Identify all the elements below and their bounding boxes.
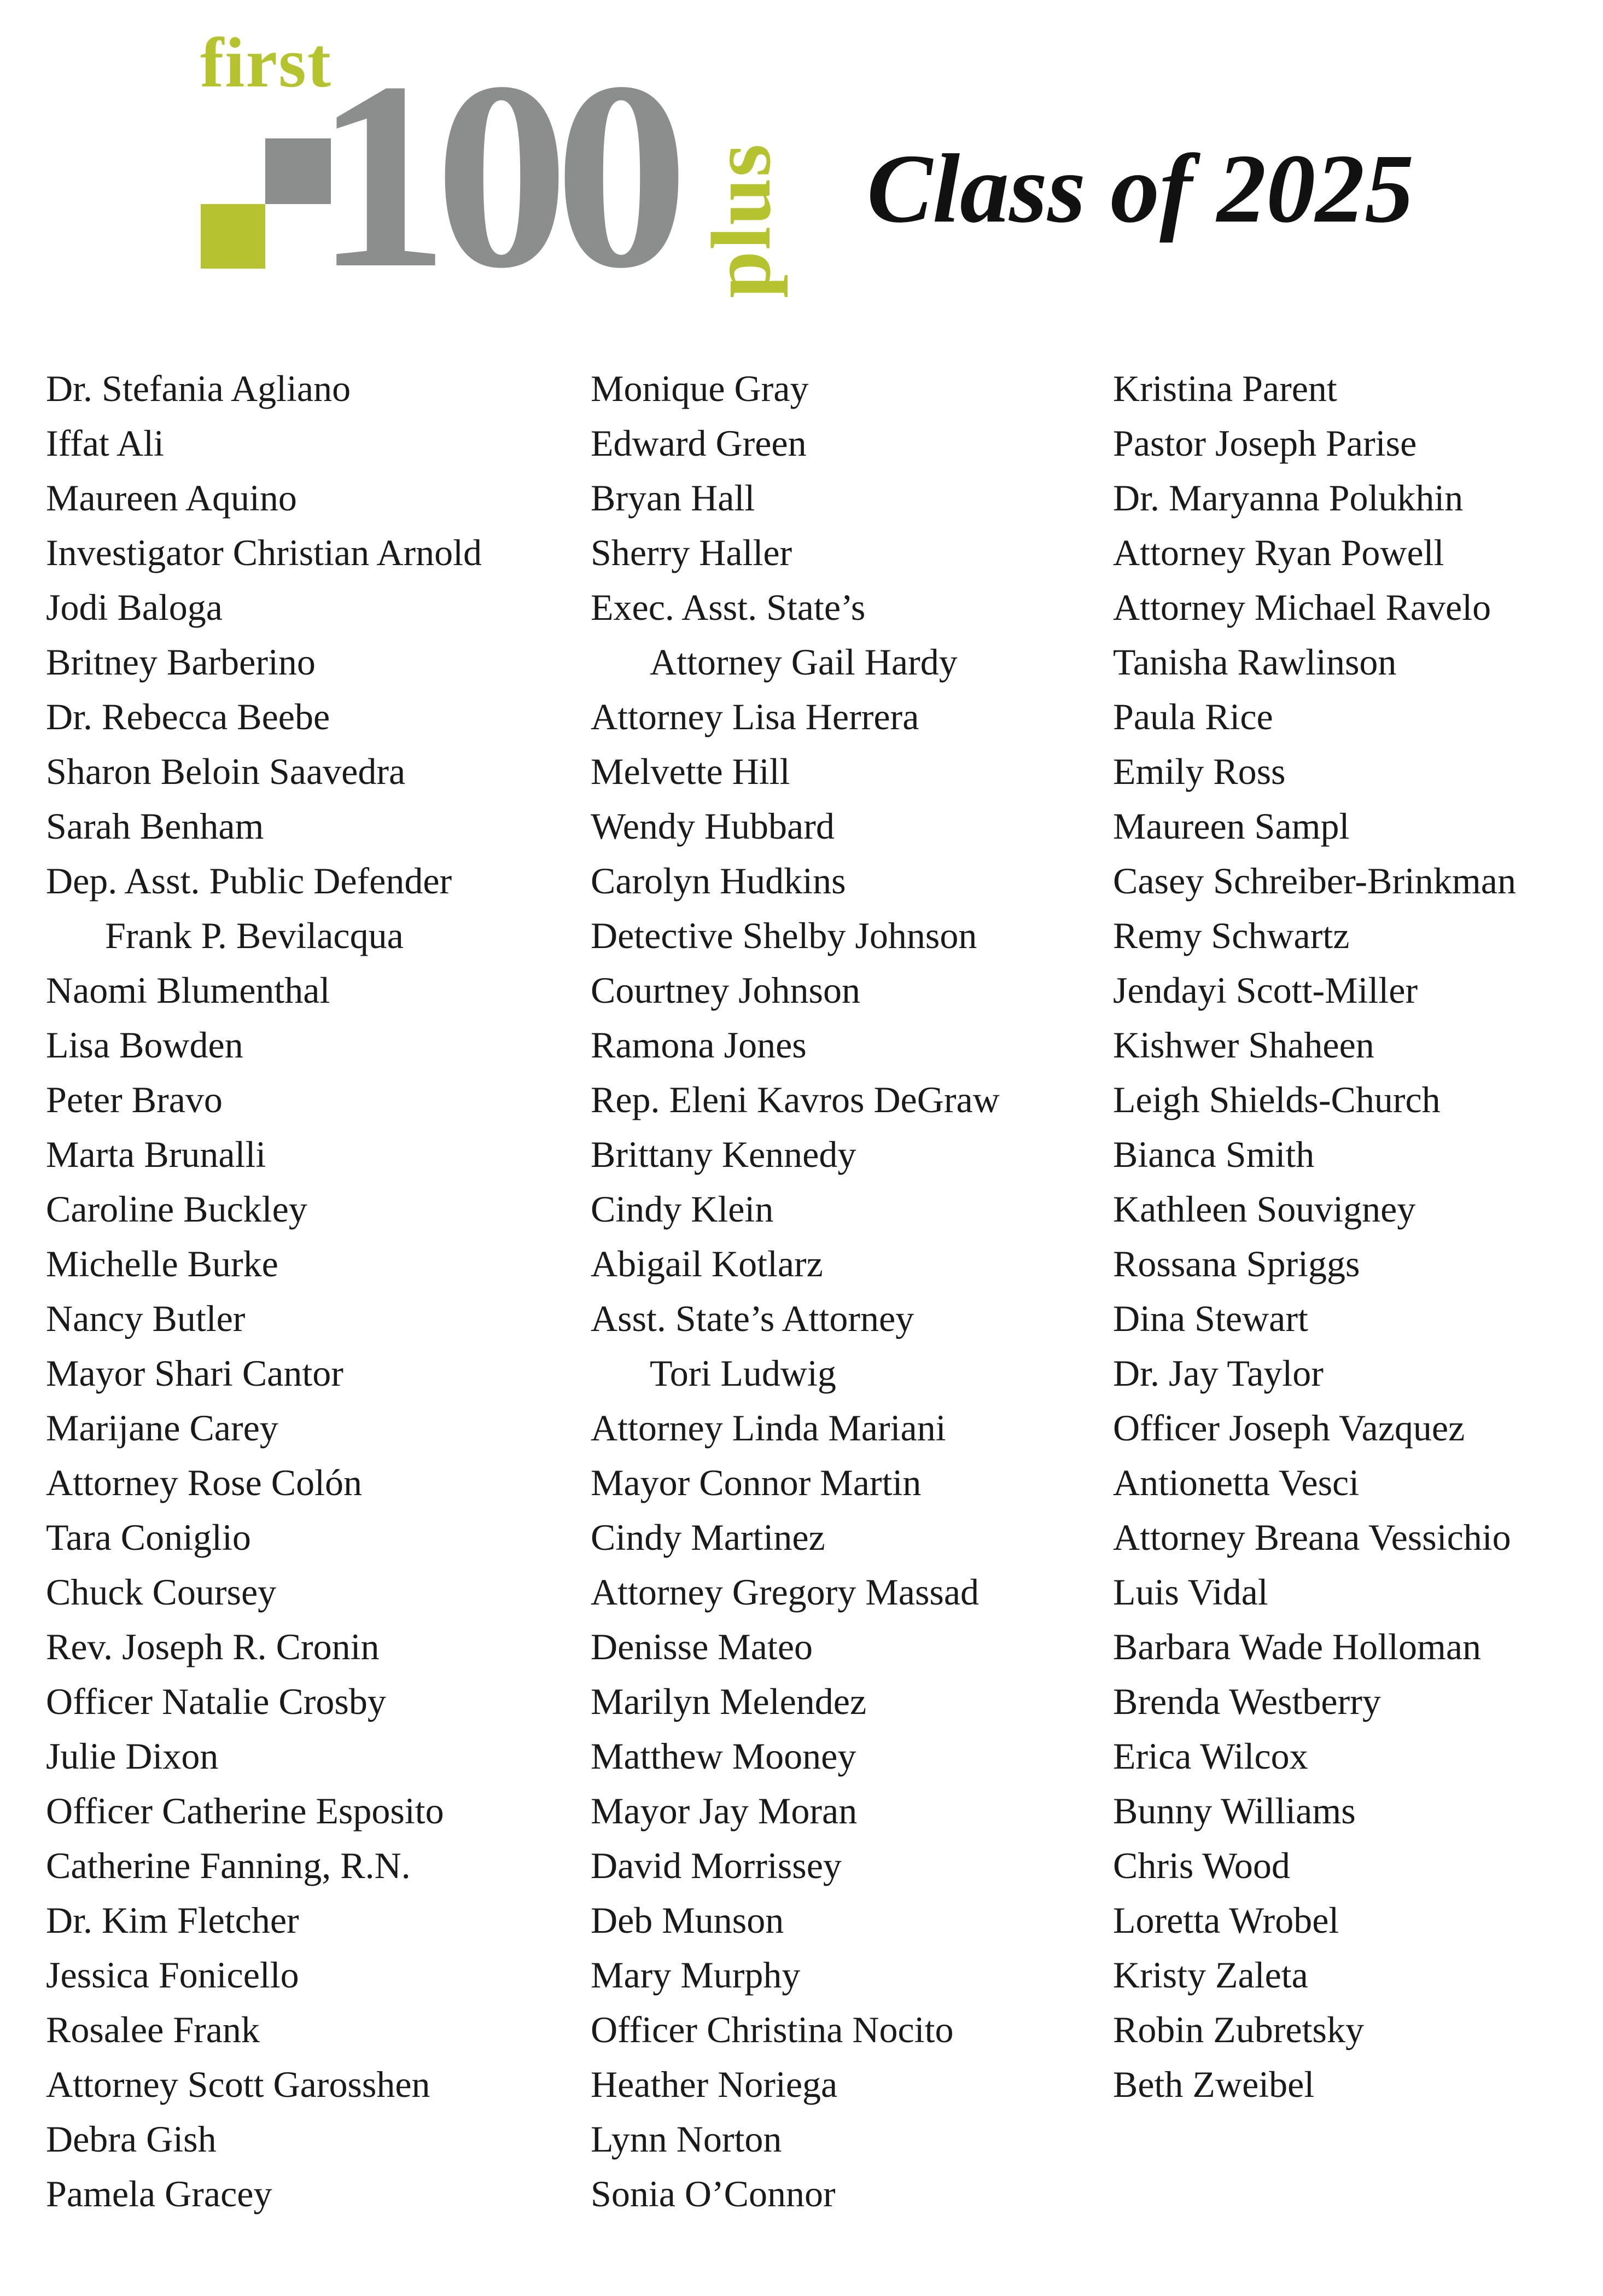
list-item: Robin Zubretsky bbox=[1113, 2009, 1364, 2050]
list-item: Dr. Stefania Agliano bbox=[46, 368, 351, 409]
list-item-continuation: Frank P. Bevilacqua bbox=[105, 915, 404, 956]
list-item: Officer Christina Nocito bbox=[591, 2009, 954, 2050]
list-item: Kristy Zaleta bbox=[1113, 1954, 1308, 1996]
list-item: Kristina Parent bbox=[1113, 368, 1337, 409]
list-item: Attorney Gregory Massad bbox=[591, 1571, 980, 1613]
list-item: Mayor Shari Cantor bbox=[46, 1352, 343, 1394]
list-item: Mary Murphy bbox=[591, 1954, 801, 1996]
list-item: Attorney Linda Mariani bbox=[591, 1407, 946, 1449]
list-item: Leigh Shields-Church bbox=[1113, 1079, 1441, 1120]
list-item: Bryan Hall bbox=[591, 477, 755, 519]
list-item: Beth Zweibel bbox=[1113, 2064, 1315, 2105]
list-item: Rev. Joseph R. Cronin bbox=[46, 1626, 380, 1667]
list-item: Barbara Wade Holloman bbox=[1113, 1626, 1482, 1667]
logo-first-text: first bbox=[200, 24, 332, 102]
name-column-1 bbox=[46, 361, 482, 2221]
list-item: Denisse Mateo bbox=[591, 1626, 813, 1667]
list-item: Mayor Jay Moran bbox=[591, 1790, 858, 1832]
list-item: Michelle Burke bbox=[46, 1243, 278, 1284]
list-item: Rossana Spriggs bbox=[1113, 1243, 1360, 1284]
list-item: Cindy Klein bbox=[591, 1188, 774, 1230]
list-item: Rosalee Frank bbox=[46, 2009, 260, 2050]
list-item: Lisa Bowden bbox=[46, 1024, 243, 1066]
list-item: Officer Catherine Esposito bbox=[46, 1790, 444, 1832]
list-item: Attorney Breana Vessichio bbox=[1113, 1516, 1511, 1558]
list-item: Chris Wood bbox=[1113, 1845, 1290, 1886]
list-item: Pastor Joseph Parise bbox=[1113, 422, 1417, 464]
list-item: Wendy Hubbard bbox=[591, 805, 835, 847]
list-item: Edward Green bbox=[591, 422, 807, 464]
list-item: Sherry Haller bbox=[591, 532, 792, 573]
list-item: Marilyn Melendez bbox=[591, 1681, 867, 1722]
list-item: Kishwer Shaheen bbox=[1113, 1024, 1374, 1066]
list-item: Attorney Rose Colón bbox=[46, 1462, 362, 1503]
list-item: Lynn Norton bbox=[591, 2118, 782, 2160]
list-item: Heather Noriega bbox=[591, 2064, 838, 2105]
list-item: Dr. Rebecca Beebe bbox=[46, 696, 330, 737]
list-item: Attorney Michael Ravelo bbox=[1113, 586, 1491, 628]
list-item: David Morrissey bbox=[591, 1845, 842, 1886]
list-item: Tanisha Rawlinson bbox=[1113, 641, 1397, 683]
list-item: Kathleen Souvigney bbox=[1113, 1188, 1416, 1230]
list-item: Attorney Lisa Herrera bbox=[591, 696, 919, 737]
list-item: Bianca Smith bbox=[1113, 1134, 1315, 1175]
list-item: Abigail Kotlarz bbox=[591, 1243, 823, 1284]
list-item: Iffat Ali bbox=[46, 422, 164, 464]
list-item: Jodi Baloga bbox=[46, 586, 223, 628]
list-item: Bunny Williams bbox=[1113, 1790, 1356, 1832]
list-item: Carolyn Hudkins bbox=[591, 860, 846, 902]
list-item: Tara Coniglio bbox=[46, 1516, 251, 1558]
list-item: Peter Bravo bbox=[46, 1079, 223, 1120]
list-item: Deb Munson bbox=[591, 1899, 784, 1941]
logo-plus-text: plus bbox=[694, 143, 788, 298]
list-item: Maureen Sampl bbox=[1113, 805, 1350, 847]
list-item: Emily Ross bbox=[1113, 751, 1286, 792]
list-item: Remy Schwartz bbox=[1113, 915, 1350, 956]
list-item: Rep. Eleni Kavros DeGraw bbox=[591, 1079, 1000, 1120]
list-item: Officer Joseph Vazquez bbox=[1113, 1407, 1465, 1449]
list-item: Courtney Johnson bbox=[591, 969, 860, 1011]
list-item: Exec. Asst. State’s bbox=[591, 586, 866, 628]
list-item: Britney Barberino bbox=[46, 641, 316, 683]
list-item: Jendayi Scott-Miller bbox=[1113, 969, 1418, 1011]
list-item: Chuck Coursey bbox=[46, 1571, 277, 1613]
list-item-continuation: Attorney Gail Hardy bbox=[650, 641, 958, 683]
list-item: Antionetta Vesci bbox=[1113, 1462, 1360, 1503]
list-item: Attorney Scott Garosshen bbox=[46, 2064, 430, 2105]
list-item: Pamela Gracey bbox=[46, 2173, 272, 2214]
list-item: Brittany Kennedy bbox=[591, 1134, 856, 1175]
list-item: Erica Wilcox bbox=[1113, 1735, 1308, 1777]
list-item: Melvette Hill bbox=[591, 751, 790, 792]
name-column-2 bbox=[591, 361, 1000, 2221]
list-item: Marta Brunalli bbox=[46, 1134, 266, 1175]
list-item: Matthew Mooney bbox=[591, 1735, 856, 1777]
list-item: Julie Dixon bbox=[46, 1735, 219, 1777]
list-item: Debra Gish bbox=[46, 2118, 217, 2160]
first-100-plus-logo bbox=[197, 22, 809, 323]
list-item: Dr. Jay Taylor bbox=[1113, 1352, 1324, 1394]
list-item: Officer Natalie Crosby bbox=[46, 1681, 386, 1722]
list-item: Attorney Ryan Powell bbox=[1113, 532, 1444, 573]
list-item: Dr. Maryanna Polukhin bbox=[1113, 477, 1464, 519]
name-column-3 bbox=[1113, 361, 1516, 2112]
logo-number-text: 100 bbox=[315, 26, 674, 323]
list-item: Cindy Martinez bbox=[591, 1516, 825, 1558]
list-item: Sonia O’Connor bbox=[591, 2173, 836, 2214]
list-item: Loretta Wrobel bbox=[1113, 1899, 1339, 1941]
list-item: Marijane Carey bbox=[46, 1407, 278, 1449]
list-item: Sarah Benham bbox=[46, 805, 264, 847]
page-title: Class of 2025 bbox=[867, 134, 1414, 243]
list-item: Dep. Asst. Public Defender bbox=[46, 860, 452, 902]
list-item: Detective Shelby Johnson bbox=[591, 915, 977, 956]
list-item: Ramona Jones bbox=[591, 1024, 807, 1066]
list-item: Luis Vidal bbox=[1113, 1571, 1268, 1613]
list-item: Brenda Westberry bbox=[1113, 1681, 1381, 1722]
logo-green-square bbox=[201, 204, 265, 269]
list-item: Maureen Aquino bbox=[46, 477, 297, 519]
list-item: Monique Gray bbox=[591, 368, 809, 409]
list-item: Dina Stewart bbox=[1113, 1298, 1308, 1339]
list-item: Casey Schreiber-Brinkman bbox=[1113, 860, 1516, 902]
list-item: Investigator Christian Arnold bbox=[46, 532, 482, 573]
list-item: Naomi Blumenthal bbox=[46, 969, 330, 1011]
list-item: Dr. Kim Fletcher bbox=[46, 1899, 299, 1941]
list-item: Sharon Beloin Saavedra bbox=[46, 751, 406, 792]
list-item: Mayor Connor Martin bbox=[591, 1462, 922, 1503]
list-item-continuation: Tori Ludwig bbox=[650, 1352, 836, 1394]
list-item: Nancy Butler bbox=[46, 1298, 246, 1339]
list-item: Caroline Buckley bbox=[46, 1188, 307, 1230]
list-item: Paula Rice bbox=[1113, 696, 1273, 737]
list-item: Jessica Fonicello bbox=[46, 1954, 299, 1996]
list-item: Catherine Fanning, R.N. bbox=[46, 1845, 411, 1886]
list-item: Asst. State’s Attorney bbox=[591, 1298, 914, 1339]
